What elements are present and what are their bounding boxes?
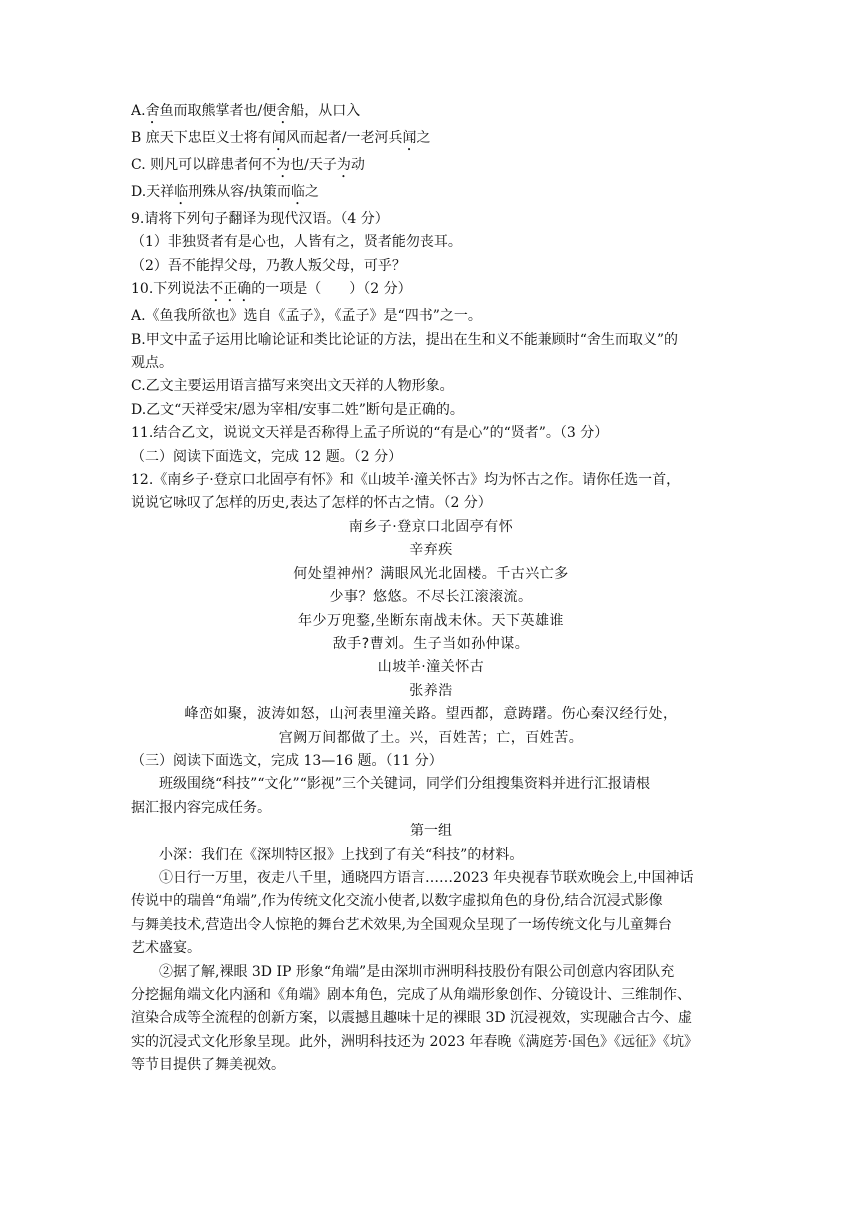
q10-option-b-cont: 观点。 xyxy=(131,355,173,372)
group1-para2-line: 实的沉浸式文化形象呈现。此外，洲明科技还为 2023 年春晚《满庭芳·国色》《远征》《坑》 xyxy=(131,1033,698,1050)
intro-line: 据汇报内容完成任务。 xyxy=(131,799,271,816)
q8-option-d: D.天祥临刑殊从容/执策而临之 xyxy=(131,184,319,200)
poem2-line: 宫阙万间都做了土。兴，百姓苦；亡，百姓苦。 xyxy=(278,729,584,746)
q10-option-d: D.乙文“天祥受宋/恩为宰相/安事二姓”断句是正确的。 xyxy=(131,401,464,418)
poem1-line: 少事？悠悠。不尽长江滚滚流。 xyxy=(329,589,533,606)
q10-stem: 10.下列说法不正确的一项是（ ）（2 分） xyxy=(131,281,412,298)
poem1-line: 敌手?曹刘。生子当如孙仲谋。 xyxy=(332,635,530,652)
poem2-line: 峰峦如聚，波涛如怒，山河表里潼关路。望西都，意踌躇。伤心秦汉经行处， xyxy=(184,706,678,723)
q12-stem: 12.《南乡子·登京口北固亭有怀》和《山坡羊·潼关怀古》均为怀古之作。请你任选一首， xyxy=(131,472,681,489)
q10-option-a: A.《鱼我所欲也》选自《孟子》，《孟子》是“四书”之一。 xyxy=(131,308,482,325)
group1-para1-line: 艺术盛宴。 xyxy=(131,940,201,957)
q12-stem-cont: 说说它咏叹了怎样的历史,表达了怎样的怀古之情。（2 分） xyxy=(131,495,492,512)
poem1-line: 何处望神州？满眼风光北固楼。千古兴亡多 xyxy=(293,565,569,582)
poem1-line: 年少万兜鍪,坐断东南战未休。天下英雄谁 xyxy=(298,612,564,629)
group1-title: 第一组 xyxy=(410,823,452,840)
intro-line: 班级围绕“科技”“文化”“影视”三个关键词，同学们分组搜集资料并进行汇报请根 xyxy=(159,776,650,793)
q10-option-b: B.甲文中孟子运用比喻论证和类比论证的方法，提出在生和义不能兼顾时“舍生而取义”的 xyxy=(131,331,679,348)
poem1-title: 南乡子·登京口北固亭有怀 xyxy=(348,518,514,535)
q8-option-a: A.舍鱼而取熊掌者也/便舍船，从口入 xyxy=(131,103,361,119)
group1-para2-line: 等节目提供了舞美视效。 xyxy=(131,1057,285,1074)
group1-para1-line: 传说中的瑞兽“角端”,作为传统文化交流小使者,以数字虚拟角色的身份,结合沉浸式影像 xyxy=(131,893,663,910)
q8-option-c: C. 则凡可以辟患者何不为也/天子为动 xyxy=(131,157,365,173)
q11-stem: 11.结合乙文，说说文天祥是否称得上孟子所说的“有是心”的“贤者”。（3 分） xyxy=(131,425,609,442)
poem2-author: 张养浩 xyxy=(409,682,453,699)
q9-sentence-2: （2）吾不能捍父母，乃教人叛父母，可乎？ xyxy=(131,257,406,274)
group1-para2-line: 渲染合成等全流程的创新方案，以震撼且趣味十足的裸眼 3D 沉浸视效，实现融合古今、虚 xyxy=(131,1010,693,1027)
group1-speaker: 小深：我们在《深圳特区报》上找到了有关“科技”的材料。 xyxy=(159,846,524,863)
group1-para2-line: 分挖掘角端文化内涵和《角端》剧本角色，完成了从角端形象创作、分镜设计、三维制作、 xyxy=(131,987,691,1003)
q8-option-b: B 庶天下忠臣义士将有闻风而起者/一老河兵闻之 xyxy=(131,130,431,146)
group1-para1-line: 与舞美技术,营造出令人惊艳的舞台艺术效果,为全国观众呈现了一场传统文化与儿童舞台 xyxy=(131,916,672,933)
section-2-heading: （二）阅读下面选文，完成 12 题。（2 分） xyxy=(131,448,403,465)
q9-sentence-1: （1）非独贤者有是心也，人皆有之，贤者能勿丧耳。 xyxy=(131,234,462,251)
exam-page xyxy=(131,100,731,1078)
group1-para2-line: ②据了解,裸眼 3D IP 形象“角端”是由深圳市洲明科技股份有限公司创意内容团队充 xyxy=(159,963,675,980)
group1-para1-line: ①日行一万里，夜走八千里，通晓四方语言……2023 年央视春节联欢晚会上,中国神话 xyxy=(159,869,694,886)
q9-stem: 9.请将下列句子翻译为现代汉语。（4 分） xyxy=(131,211,389,227)
section-3-heading: （三）阅读下面选文，完成 13—16 题。（11 分） xyxy=(131,752,443,769)
poem2-title: 山坡羊·潼关怀古 xyxy=(377,659,485,676)
poem1-author: 辛弃疾 xyxy=(409,542,453,559)
q10-option-c: C.乙文主要运用语言描写来突出文天祥的人物形象。 xyxy=(131,378,454,395)
